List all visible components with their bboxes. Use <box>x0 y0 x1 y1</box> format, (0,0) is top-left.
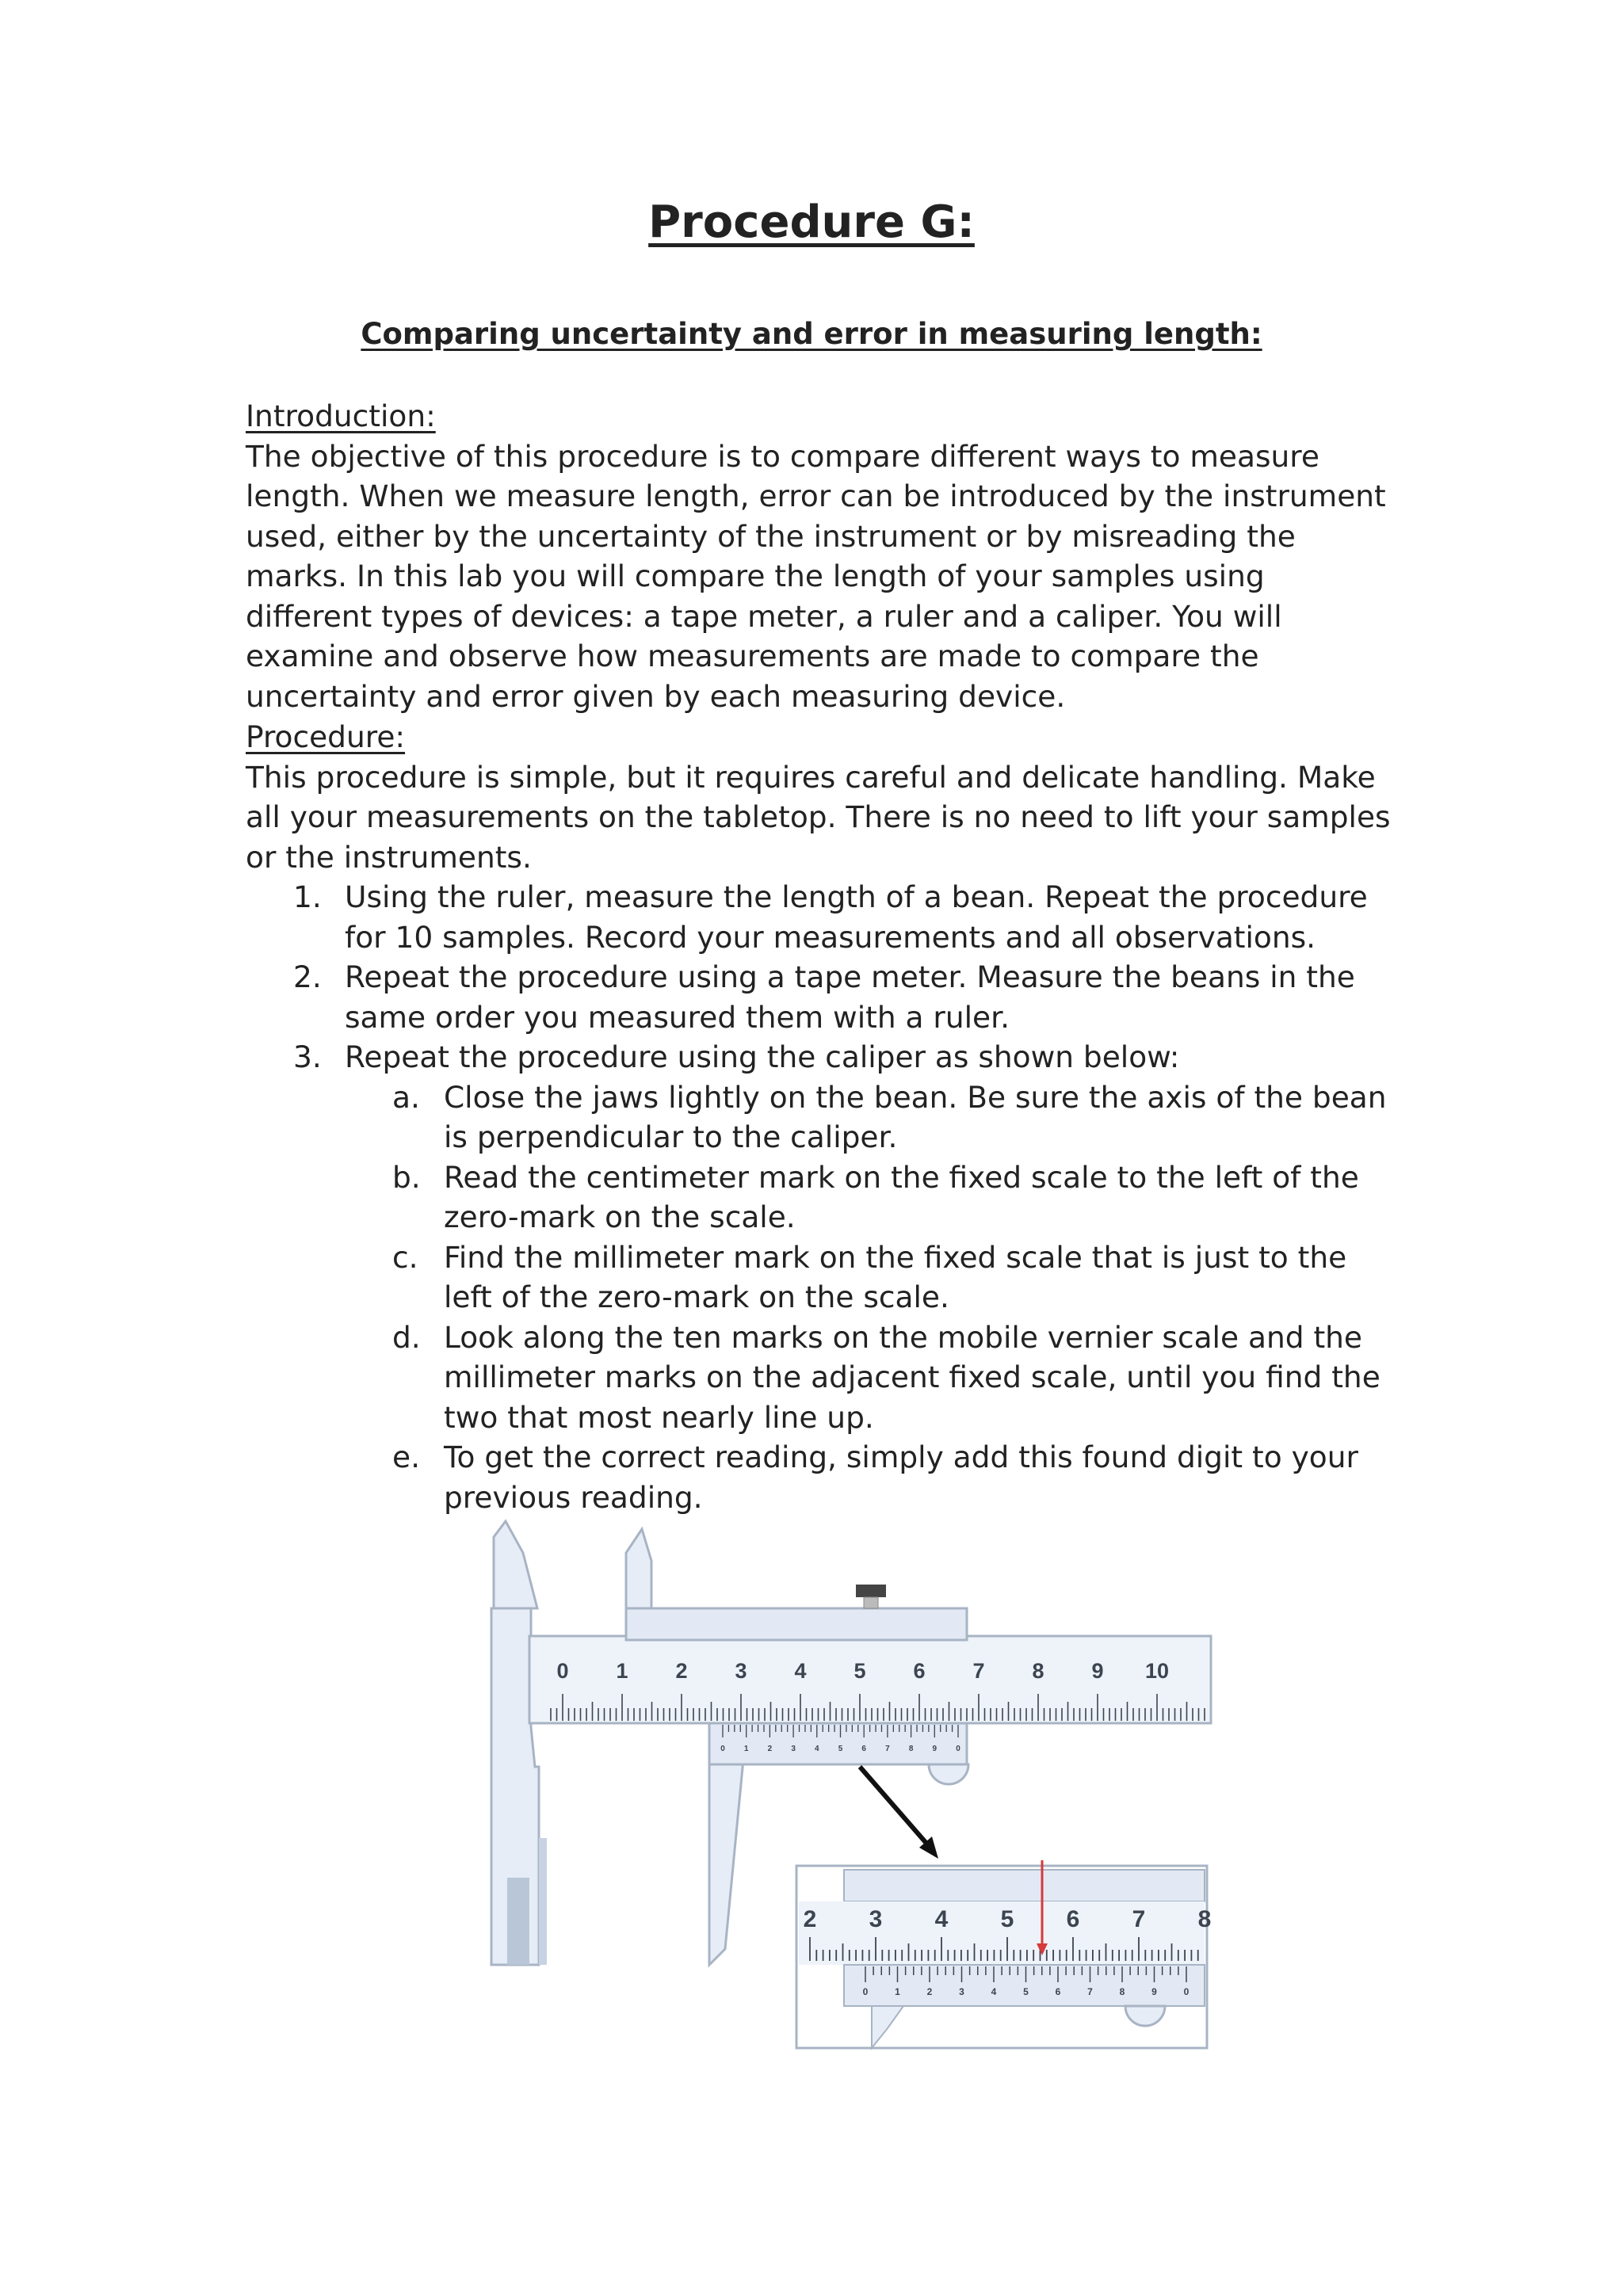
step-text: Using the ruler, measure the length of a bean. Repeat the procedure for 10 samples. Record your measurements and all observations. <box>345 879 1368 955</box>
step-text: Repeat the procedure using the caliper as shown below: <box>345 1039 1180 1074</box>
fixed-jaw-upper <box>494 1521 537 1608</box>
introduction-heading: Introduction: <box>246 399 436 433</box>
main-scale-label: 9 <box>1091 1659 1104 1683</box>
step-item <box>246 1037 1395 1077</box>
page-title: Procedure G: <box>648 196 975 248</box>
zoom-vernier-label: 0 <box>1183 1986 1190 1997</box>
main-scale-label: 7 <box>972 1659 985 1683</box>
zoom-vernier-label: 1 <box>895 1986 900 1997</box>
step-number: 3. <box>293 1039 322 1074</box>
zoom-arrow <box>860 1767 938 1859</box>
vernier-label: 0 <box>956 1745 960 1753</box>
main-scale-label: 4 <box>794 1659 807 1683</box>
procedure-section <box>246 717 1395 1517</box>
zoom-vernier-label: 0 <box>862 1986 869 1997</box>
zoom-scale-label: 5 <box>1000 1906 1014 1932</box>
main-scale-label: 0 <box>556 1659 569 1683</box>
zoom-vernier-label: 9 <box>1151 1986 1157 1997</box>
substep-item <box>246 1238 1395 1318</box>
zoom-vernier-label: 6 <box>1055 1986 1061 1997</box>
zoom-inset <box>796 1860 1211 2048</box>
slider-upper-jaw <box>626 1529 651 1608</box>
step-number: 1. <box>293 879 322 914</box>
vernier-label: 8 <box>908 1745 914 1753</box>
main-scale-label: 10 <box>1144 1659 1170 1683</box>
vernier-label: 4 <box>815 1745 819 1753</box>
substep-letter: c. <box>392 1239 418 1275</box>
vernier-label: 2 <box>767 1745 773 1753</box>
step-number: 2. <box>293 959 322 994</box>
zoom-vernier-label: 2 <box>926 1986 933 1997</box>
introduction-text: The objective of this procedure is to compare different ways to measure length. When we measure length, error can be introduced by the instrument used, either by the uncertainty of the instrument or by misreading the marks. In this lab you will compare the length of your samples using different types of devices: a tape meter, a ruler and a caliper. You will examine and observe how measurements are made to compare the uncertainty and error given by each measuring device. <box>246 438 1386 714</box>
substep-item <box>246 1318 1395 1438</box>
main-scale-label: 2 <box>675 1659 688 1683</box>
zoom-scale-label: 8 <box>1197 1906 1212 1932</box>
vernier-label: 1 <box>743 1745 749 1753</box>
substep-letter: b. <box>392 1159 421 1195</box>
substep-text: Close the jaws lightly on the bean. Be sure the axis of the bean is perpendicular to the caliper. <box>444 1079 1387 1154</box>
page-subtitle: Comparing uncertainty and error in measuring length: <box>361 317 1262 351</box>
vernier-label: 9 <box>932 1745 938 1753</box>
zoom-scale-label: 2 <box>803 1906 817 1932</box>
lock-screw-icon <box>856 1585 886 1597</box>
zoom-scale-label: 4 <box>934 1906 949 1932</box>
vernier-label: 3 <box>791 1745 796 1753</box>
substep-item <box>246 1158 1395 1238</box>
main-scale-label: 1 <box>616 1659 628 1683</box>
procedure-heading: Procedure: <box>246 719 406 754</box>
substep-text: Read the centimeter mark on the fixed scale to the left of the zero-mark on the scale. <box>444 1159 1359 1234</box>
zoom-vernier-label: 7 <box>1087 1986 1093 1997</box>
main-scale-label: 8 <box>1032 1659 1044 1683</box>
main-scale-label: 5 <box>854 1659 866 1683</box>
slider-top <box>626 1608 967 1640</box>
zoom-vernier-label: 3 <box>959 1986 964 1997</box>
vernier-caliper-figure <box>444 1505 1236 2076</box>
zoom-vernier-label: 4 <box>991 1986 997 1997</box>
substep-text: To get the correct reading, simply add this found digit to your previous reading. <box>444 1440 1358 1515</box>
vernier-label: 0 <box>720 1745 725 1753</box>
main-scale-label: 3 <box>735 1659 747 1683</box>
zoom-vernier-label: 5 <box>1023 1986 1029 1997</box>
zoom-vernier-label: 8 <box>1119 1986 1125 1997</box>
zoom-scale-label: 3 <box>869 1906 883 1932</box>
procedure-steps <box>246 877 1395 1077</box>
substep-letter: e. <box>392 1440 420 1474</box>
step-text: Repeat the procedure using a tape meter. Measure the beans in the same order you measured them with a ruler. <box>345 959 1355 1035</box>
substep-letter: a. <box>392 1079 420 1115</box>
substep-letter: d. <box>392 1319 421 1355</box>
step-item <box>246 877 1395 957</box>
main-scale-label: 6 <box>913 1659 926 1683</box>
vernier-label: 6 <box>861 1745 866 1753</box>
main-beam <box>529 1636 1211 1723</box>
thumb-wheel <box>929 1764 968 1784</box>
substep-item <box>246 1077 1395 1158</box>
zoom-scale-label: 6 <box>1066 1906 1080 1932</box>
procedure-text: This procedure is simple, but it requires careful and delicate handling. Make all your measurements on the tabletop. There is no need to lift your samples or the instruments. <box>246 759 1391 875</box>
caliper-substeps <box>246 1077 1395 1518</box>
zoom-scale-label: 7 <box>1132 1906 1146 1932</box>
step-item <box>246 957 1395 1037</box>
introduction-section <box>246 396 1395 716</box>
substep-text: Find the millimeter mark on the fixed scale that is just to the left of the zero-mark on the scale. <box>444 1239 1347 1314</box>
vernier-label: 5 <box>838 1745 843 1753</box>
substep-text: Look along the ten marks on the mobile vernier scale and the millimeter marks on the adjacent fixed scale, until you find the two that most nearly line up. <box>444 1319 1381 1435</box>
vernier-label: 7 <box>885 1745 890 1753</box>
